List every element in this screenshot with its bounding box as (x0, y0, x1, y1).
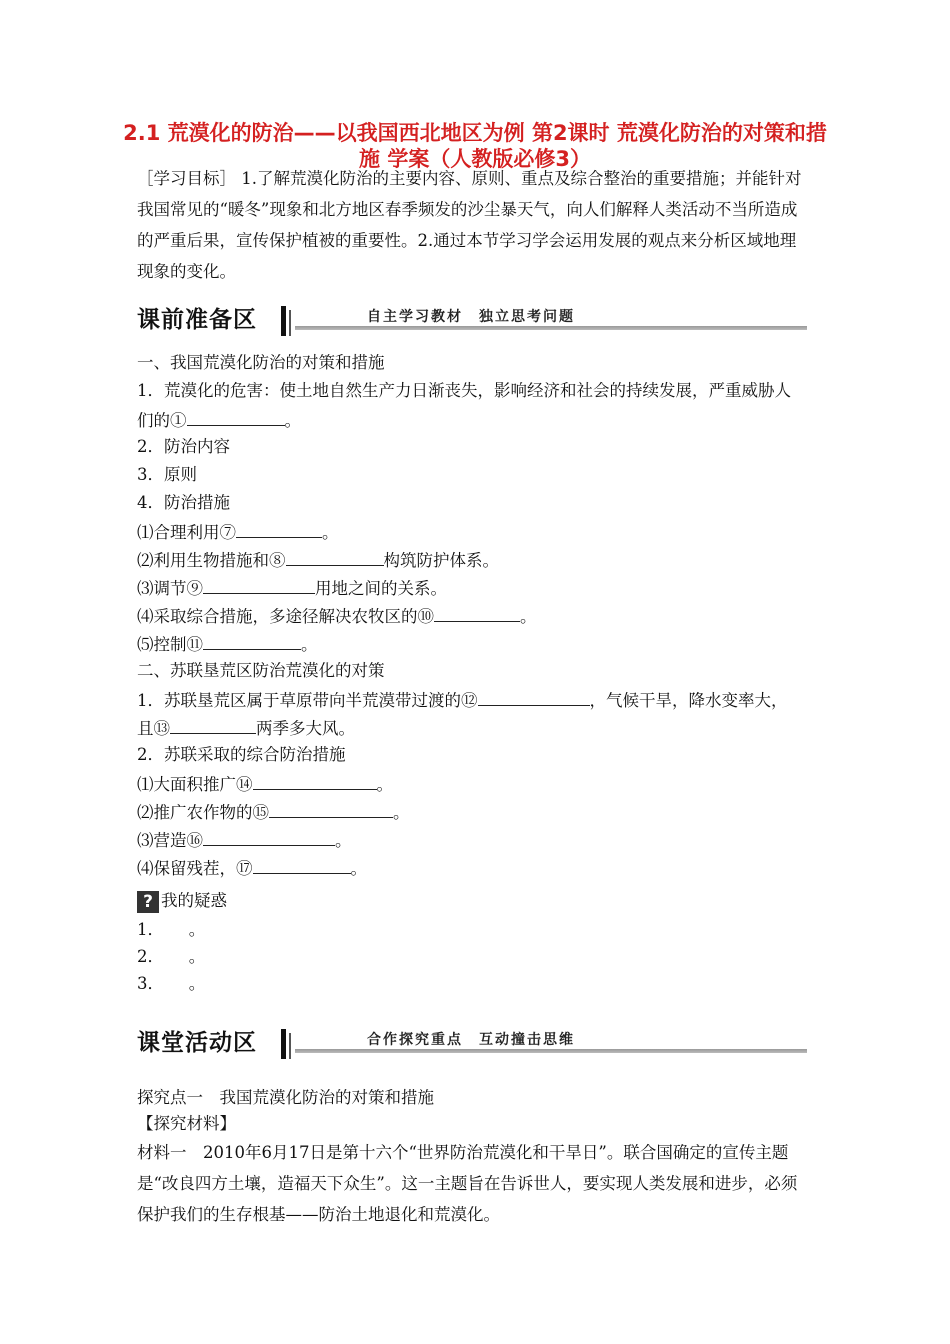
banner-subtitle: 合作探究重点 互动撞击思维 (367, 1032, 575, 1048)
measure-text: ⑵推广农作物的⑮ (137, 803, 269, 822)
blank-14[interactable] (253, 773, 377, 790)
period: 。 (520, 607, 537, 626)
banner-divider-thin (289, 310, 291, 336)
measure-text: ⑸控制⑪ (137, 635, 203, 654)
banner-divider (281, 1029, 286, 1059)
blank-8[interactable] (286, 549, 384, 566)
measure-text: ⑴合理利用⑦ (137, 523, 236, 542)
blank-15[interactable] (269, 801, 393, 818)
s1-item2: 2．防治内容 (137, 437, 230, 456)
period: 。 (301, 635, 318, 654)
measure-text: ⑵利用生物措施和⑧ (137, 551, 286, 570)
material-heading: 【探究材料】 (137, 1114, 236, 1133)
blank-11[interactable] (203, 633, 301, 650)
banner-rule (295, 1049, 807, 1053)
blank-7[interactable] (236, 521, 322, 538)
period: 。 (335, 831, 352, 850)
measure-text: ⑴大面积推广⑭ (137, 775, 253, 794)
banner-divider-thin (289, 1033, 291, 1059)
question-icon: ? (137, 891, 159, 913)
material-one: 材料一 2010年6月17日是第十六个“世界防治荒漠化和干旱日”。联合国确定的宣传主题是“改良四方土壤，造福天下众生”。这一主题旨在告诉世人，要实现人类发展和进步，必须保护我们的生存根基——防治土地退化和荒漠化。 (137, 1143, 798, 1224)
period: 。 (284, 411, 301, 430)
banner-title: 课堂活动区 (137, 1030, 257, 1056)
blank-13[interactable] (170, 717, 256, 734)
s2-item1b-post: 两季多大风。 (256, 719, 355, 738)
s2-item1-text: 1．苏联垦荒区属于草原带向半荒漠带过渡的⑫ (137, 691, 478, 710)
period: 。 (350, 859, 367, 878)
measure-text: ⑷采取综合措施，多途径解决农牧区的⑩ (137, 607, 434, 626)
banner-subtitle: 自主学习教材 独立思考问题 (367, 309, 575, 325)
section2-heading: 二、苏联垦荒区防治荒漠化的对策 (137, 661, 385, 680)
s2-measure4 (137, 857, 367, 879)
blank-12[interactable] (478, 689, 590, 706)
doubts-label: 我的疑惑 (161, 891, 227, 910)
blank-10[interactable] (434, 605, 520, 622)
s1-item1-line2 (137, 409, 301, 431)
doubt-item: 2． 。 (137, 947, 206, 966)
s2-measure3 (137, 829, 352, 851)
banner-divider (281, 306, 286, 336)
blank-17[interactable] (253, 857, 351, 874)
learning-objectives: ［学习目标］ 1.了解荒漠化防治的主要内容、原则、重点及综合整治的重要措施；并能针对我国常见的“暖冬”现象和北方地区春季频发的沙尘暴天气，向人们解释人类活动不当所造成的严重后果，宣传保护植被的重要性。2.通过本节学习学会运用发展的观点来分析区域地理现象的变化。 (137, 169, 802, 281)
s2-item2: 2．苏联采取的综合防治措施 (137, 745, 346, 764)
s1-item4: 4．防治措施 (137, 493, 230, 512)
section-banner-preparation (137, 302, 807, 338)
measure-text-post: 构筑防护体系。 (383, 551, 499, 570)
s1-measure4 (137, 605, 537, 627)
doubts-heading (137, 889, 227, 913)
s1-measure5 (137, 633, 318, 655)
s1-item1-line1: 1．荒漠化的危害：使土地自然生产力日渐丧失，影响经济和社会的持续发展，严重威胁人 (137, 381, 791, 400)
banner-title: 课前准备区 (137, 307, 257, 333)
s1-measure2 (137, 549, 499, 571)
doubt-item: 1． 。 (137, 920, 206, 939)
period: 。 (376, 775, 393, 794)
measure-text: ⑶调节⑨ (137, 579, 203, 598)
document-title: 2.1 荒漠化的防治——以我国西北地区为例 第2课时 荒漠化防治的对策和措施 学案（人教版必修3） (123, 121, 827, 171)
s1-item3: 3．原则 (137, 465, 197, 484)
s1-item1-text: 们的① (137, 411, 187, 430)
s1-measure1 (137, 521, 339, 543)
measure-text: ⑷保留残茬，⑰ (137, 859, 253, 878)
section-banner-classroom (137, 1025, 807, 1061)
s2-item1-line1 (137, 689, 788, 711)
doubt-item: 3． 。 (137, 974, 206, 993)
blank-16[interactable] (203, 829, 335, 846)
period: 。 (393, 803, 410, 822)
s2-measure2 (137, 801, 410, 823)
explore-point: 探究点一 我国荒漠化防治的对策和措施 (137, 1088, 434, 1107)
measure-text-post: 用地之间的关系。 (315, 579, 447, 598)
s1-measure3 (137, 577, 447, 599)
s2-item1-post: ，气候干旱，降水变率大， (589, 691, 788, 710)
blank-1[interactable] (187, 409, 285, 426)
section1-heading: 一、我国荒漠化防治的对策和措施 (137, 353, 385, 372)
s2-measure1 (137, 773, 393, 795)
s2-item1b-text: 且⑬ (137, 719, 170, 738)
banner-rule (295, 326, 807, 330)
measure-text: ⑶营造⑯ (137, 831, 203, 850)
blank-9[interactable] (203, 577, 315, 594)
period: 。 (322, 523, 339, 542)
s2-item1-line2 (137, 717, 355, 739)
